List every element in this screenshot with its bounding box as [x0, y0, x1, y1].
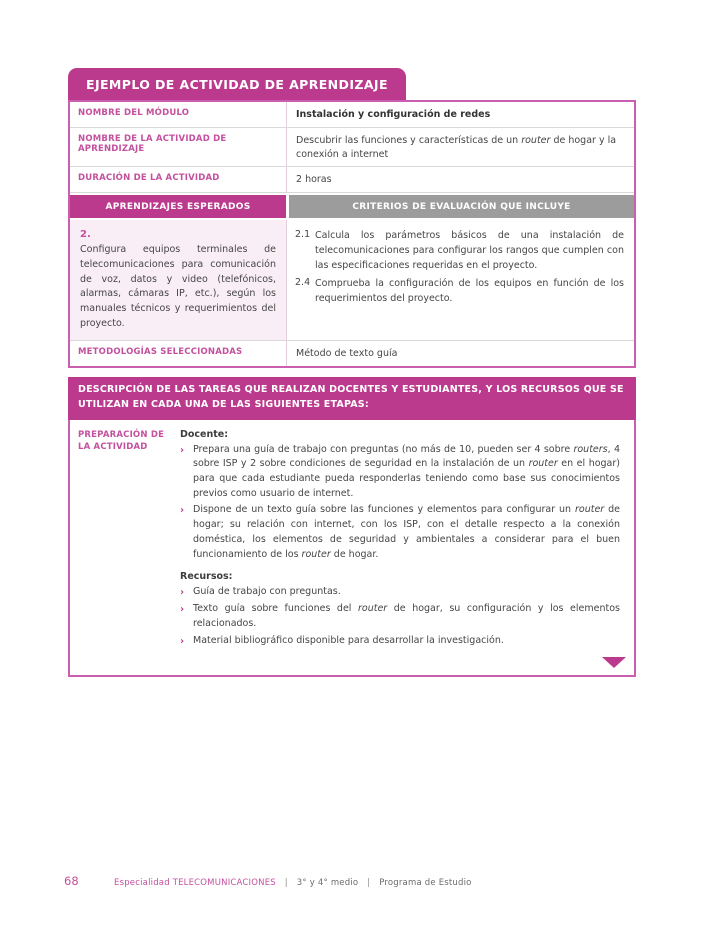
- preparation-section: [68, 420, 636, 677]
- list-item-text: Dispone de un texto guía sobre las funciones y elementos para configurar un router de hogar; su relación con internet, con los ISP, con el detalle respecto a la conexión doméstica, los elementos de seguridad y ambientales a considerar para el buen funcionamiento de los router de hogar.: [193, 504, 620, 560]
- footer-separator: |: [367, 878, 371, 888]
- duration-label: DURACIÓN DE LA ACTIVIDAD: [70, 167, 287, 192]
- expected-learning-cell: [70, 220, 287, 340]
- preparation-label: PREPARACIÓN DE LA ACTIVIDAD: [78, 429, 165, 453]
- docente-heading: Docente:: [180, 428, 229, 440]
- expected-learnings-header: APRENDIZAJES ESPERADOS: [70, 195, 286, 218]
- activity-info-table: [68, 100, 636, 368]
- criteria-item: [295, 229, 624, 273]
- footer-text: [114, 878, 472, 888]
- footer-separator: |: [284, 878, 288, 888]
- footer-grade: 3° y 4° medio: [296, 878, 359, 888]
- preparation-content: [178, 420, 634, 655]
- list-item: [180, 443, 620, 502]
- table-row: [70, 220, 634, 341]
- description-banner: DESCRIPCIÓN DE LAS TAREAS QUE REALIZAN DOCENTES Y ESTUDIANTES, Y LOS RECURSOS QUE SE UTILIZAN EN CADA UNA DE LAS SIGUIENTES ETAPAS:: [68, 377, 636, 419]
- list-item: [180, 602, 620, 631]
- duration-value: 2 horas: [296, 174, 332, 186]
- learning-number: 2.: [80, 229, 91, 241]
- criteria-number: 2.1: [295, 229, 311, 241]
- footer-specialty: Especialidad TELECOMUNICACIONES: [114, 878, 276, 888]
- list-item-text: Material bibliográfico disponible para desarrollar la investigación.: [193, 634, 504, 646]
- chevron-bullet-icon: ›: [180, 587, 185, 599]
- activity-name-label: NOMBRE DE LA ACTIVIDAD DE APRENDIZAJE: [70, 128, 287, 167]
- module-name-value: Instalación y configuración de redes: [296, 109, 491, 120]
- learning-text: Configura equipos terminales de telecomunicaciones para comunicación de voz, datos y video (telefónicos, alarmas, cámaras IP, etc.), según los manuales técnicos y requerimientos del proyecto.: [80, 244, 276, 329]
- criteria-cell: [287, 220, 634, 340]
- module-name-label: NOMBRE DEL MÓDULO: [70, 102, 287, 127]
- chevron-bullet-icon: ›: [180, 635, 185, 647]
- criteria-item: [295, 277, 624, 306]
- recursos-heading: Recursos:: [180, 571, 233, 583]
- page-title: EJEMPLO DE ACTIVIDAD DE APRENDIZAJE: [68, 68, 406, 100]
- footer-program: Programa de Estudio: [379, 878, 472, 888]
- document-content: [68, 68, 636, 677]
- chevron-bullet-icon: ›: [180, 604, 185, 616]
- evaluation-criteria-header: CRITERIOS DE EVALUACIÓN QUE INCLUYE: [289, 195, 634, 218]
- table-header-row: [70, 193, 634, 220]
- table-row: [70, 167, 634, 193]
- methodologies-value: Método de texto guía: [296, 348, 398, 360]
- chevron-bullet-icon: ›: [180, 444, 185, 456]
- table-row: [70, 128, 634, 168]
- criteria-text: Comprueba la configuración de los equipos en función de los requerimientos del proyecto.: [315, 278, 624, 304]
- list-item: [180, 634, 620, 649]
- list-item: [180, 585, 620, 600]
- criteria-text: Calcula los parámetros básicos de una instalación de telecomunicaciones para configurar los rangos que cumplen con las especificaciones requeridas en el proyecto.: [315, 230, 624, 271]
- activity-name-value: Descubrir las funciones y características de un router de hogar y la conexión a internet: [296, 134, 617, 160]
- list-item-text: Prepara una guía de trabajo con preguntas (no más de 10, pueden ser 4 sobre routers, 4 sobre ISP y 2 sobre condiciones de seguridad en la instalación de un router en el hogar) para que cada estudiante pueda responderlas teniendo como base sus conocimientos previos como usuario de internet.: [193, 443, 620, 499]
- chevron-bullet-icon: ›: [180, 505, 185, 517]
- table-row: [70, 341, 634, 366]
- continuation-arrow-icon: [602, 657, 626, 668]
- page-footer: [64, 874, 664, 888]
- criteria-number: 2.4: [295, 277, 311, 289]
- list-item-text: Guía de trabajo con preguntas.: [193, 586, 341, 598]
- methodologies-label: METODOLOGÍAS SELECCIONADAS: [70, 341, 287, 366]
- page-number: 68: [64, 874, 79, 888]
- table-row: [70, 102, 634, 128]
- list-item-text: Texto guía sobre funciones del router de hogar, su configuración y los elementos relacionados.: [193, 603, 620, 630]
- list-item: [180, 503, 620, 562]
